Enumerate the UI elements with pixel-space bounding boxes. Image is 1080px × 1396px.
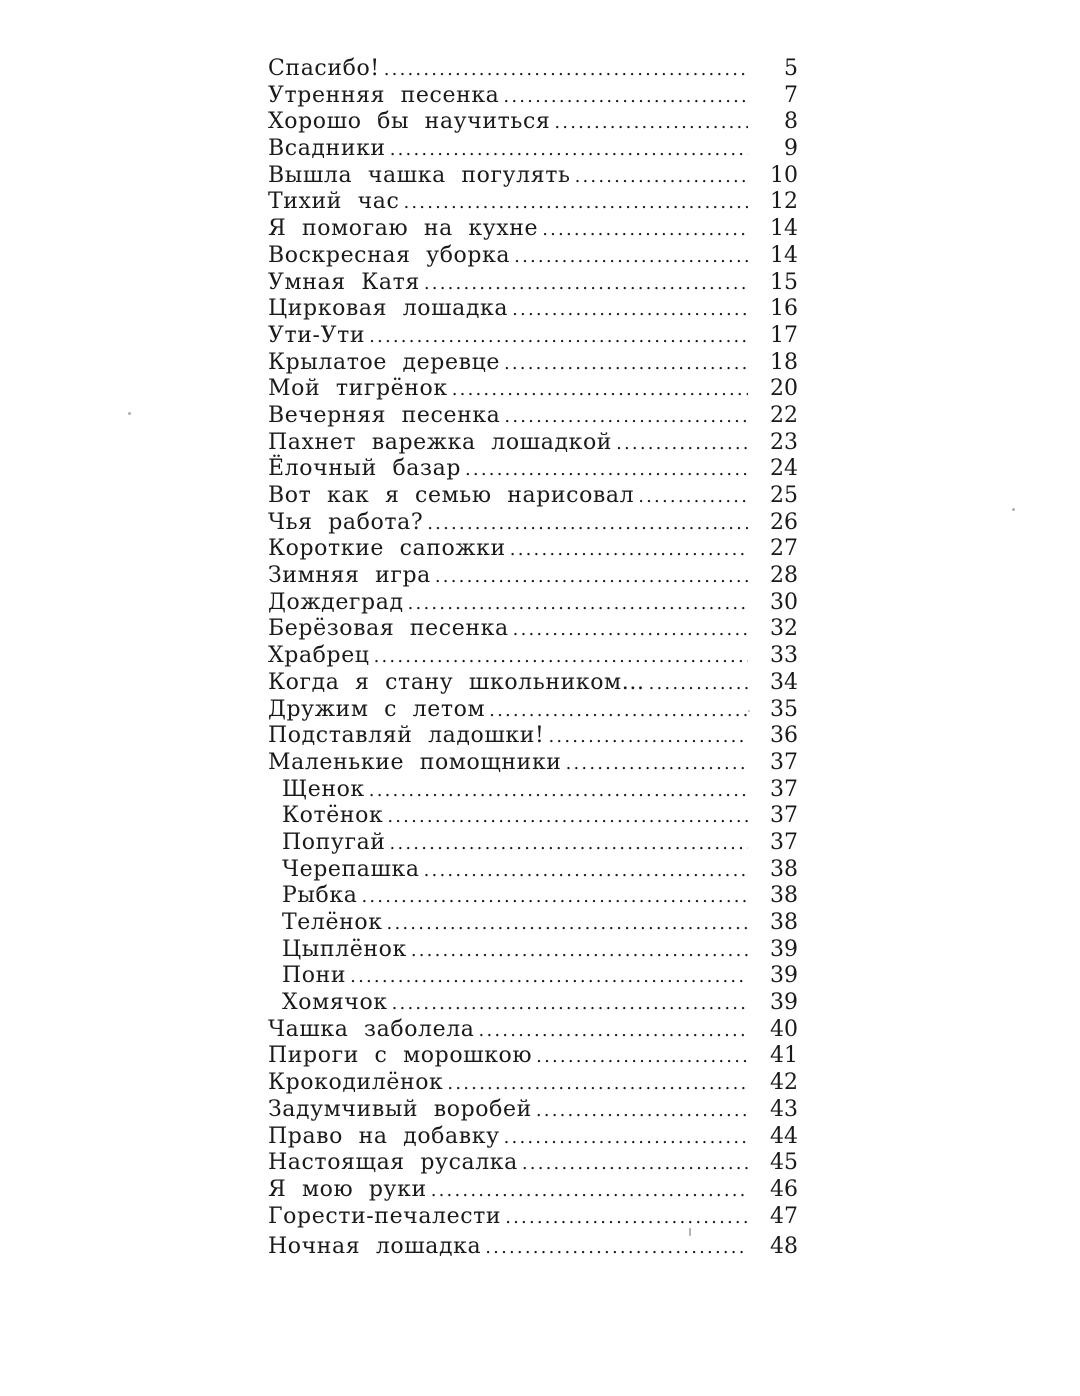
toc-entry-title: Пироги с морошкою <box>268 1043 533 1069</box>
toc-entry-page-number: 28 <box>770 563 798 589</box>
toc-dot-leader <box>424 858 748 885</box>
toc-dot-leader <box>512 297 748 324</box>
toc-dot-leader <box>536 1098 748 1125</box>
toc-entry-title: Рыбка <box>282 883 358 909</box>
toc-entry <box>268 750 800 777</box>
toc-entry-page-number: 27 <box>770 536 798 562</box>
toc-entry <box>268 189 800 216</box>
toc-entry-title: Черепашка <box>282 856 420 882</box>
toc-entry-page-number: 26 <box>770 509 798 535</box>
toc-entry-title: Умная Катя <box>268 269 420 295</box>
toc-entry-title: Дождеград <box>268 589 404 615</box>
toc-entry-title: Ночная лошадка <box>268 1234 482 1260</box>
toc-entry <box>268 563 800 590</box>
toc-entry-title: Настоящая русалка <box>268 1150 518 1176</box>
toc-entry-page-number: 39 <box>770 936 798 962</box>
toc-entry-page-number: 43 <box>770 1096 798 1122</box>
paper-speck <box>748 710 750 712</box>
toc-entry-page-number: 38 <box>770 856 798 882</box>
toc-dot-leader <box>504 404 748 431</box>
toc-entry-page-number: 37 <box>770 803 798 829</box>
toc-entry-title: Котёнок <box>282 803 384 829</box>
toc-dot-leader <box>392 991 748 1018</box>
toc-entry-title: Цирковая лошадка <box>268 296 509 322</box>
toc-dot-leader <box>504 351 748 378</box>
toc-entry-title: Цыплёнок <box>282 936 407 962</box>
toc-entry-title: Ути-Ути <box>268 322 366 348</box>
toc-entry <box>268 109 800 136</box>
toc-dot-leader <box>575 164 748 191</box>
toc-entry-title: Всадники <box>268 136 386 162</box>
toc-entry <box>268 1043 800 1070</box>
toc-dot-leader <box>390 137 748 164</box>
toc-entry-page-number: 9 <box>784 136 798 162</box>
toc-entry-title: Телёнок <box>282 910 383 935</box>
toc-subentry <box>268 883 800 910</box>
toc-dot-leader <box>510 537 748 564</box>
toc-entry-title: Пахнет варежка лошадкой <box>268 429 613 455</box>
toc-entry-title: Чья работа? <box>268 509 424 535</box>
toc-entry-title: Крокодилёнок <box>268 1070 444 1096</box>
toc-subentry <box>268 990 800 1017</box>
toc-entry <box>268 350 800 377</box>
toc-entry <box>268 216 800 243</box>
toc-entry-page-number: 37 <box>770 829 798 855</box>
toc-entry-page-number: 7 <box>784 82 798 108</box>
toc-entry <box>268 296 800 323</box>
toc-entry <box>268 536 800 563</box>
toc-entry <box>268 376 800 403</box>
toc-entry-page-number: 14 <box>770 242 798 268</box>
toc-dot-leader <box>489 698 748 725</box>
toc-subentry <box>268 803 800 830</box>
toc-entry-page-number: 14 <box>770 216 798 242</box>
toc-dot-leader <box>638 484 748 511</box>
toc-entry-page-number: 34 <box>770 669 798 695</box>
toc-entry-title: Ёлочный базар <box>268 456 462 482</box>
toc-entry <box>268 643 800 670</box>
toc-entry <box>268 1070 800 1097</box>
toc-dot-leader <box>369 324 748 351</box>
toc-entry-title: Чашка заболела <box>268 1016 475 1042</box>
toc-entry-title: Право на добавку <box>268 1123 500 1149</box>
toc-entry-title: Хорошо бы научиться <box>268 109 551 135</box>
toc-entry-page-number: 38 <box>770 910 798 935</box>
toc-entry-page-number: 16 <box>770 296 798 322</box>
toc-dot-leader <box>504 1125 748 1152</box>
toc-entry <box>268 456 800 483</box>
paper-speck <box>1012 508 1015 511</box>
toc-dot-leader <box>566 751 748 778</box>
toc-entry-title: Я мою руки <box>268 1176 427 1202</box>
toc-entry-title: Когда я стану школьником... <box>268 669 645 695</box>
toc-dot-leader <box>485 1235 748 1262</box>
toc-entry <box>268 670 800 697</box>
toc-entry <box>268 163 800 190</box>
toc-dot-leader <box>513 617 748 644</box>
toc-entry-page-number: 33 <box>770 643 798 669</box>
toc-entry-page-number: 37 <box>770 776 798 802</box>
toc-entry-title: Щенок <box>282 776 365 802</box>
toc-entry-title: Подставляй ладошки! <box>268 723 545 749</box>
toc-dot-leader <box>431 1178 748 1205</box>
toc-entry-title: Вышла чашка погулять <box>268 162 571 188</box>
toc-entry-page-number: 38 <box>770 883 798 909</box>
toc-entry-title: Крылатое деревце <box>268 349 500 375</box>
toc-subentry <box>268 777 800 804</box>
toc-entry-page-number: 44 <box>770 1123 798 1149</box>
toc-dot-leader <box>435 564 748 591</box>
toc-entry-page-number: 20 <box>770 376 798 402</box>
toc-entry-title: Пони <box>282 963 347 989</box>
toc-subentry <box>268 857 800 884</box>
toc-dot-leader <box>542 217 748 244</box>
toc-entry-page-number: 32 <box>770 616 798 642</box>
paper-speck <box>128 412 131 415</box>
toc-dot-leader <box>522 1151 748 1178</box>
toc-entry-title: Спасибо! <box>268 56 380 81</box>
toc-entry-title: Попугай <box>282 829 386 855</box>
toc-dot-leader <box>514 244 748 271</box>
toc-entry-title: Хомячок <box>282 990 388 1016</box>
toc-dot-leader <box>408 591 748 618</box>
toc-entry-title: Берёзовая песенка <box>268 616 509 642</box>
toc-entry-title: Горести-печалести <box>268 1203 502 1229</box>
toc-entry-page-number: 10 <box>770 162 798 188</box>
toc-entry <box>268 510 800 537</box>
toc-entry-page-number: 35 <box>770 696 798 722</box>
toc-entry <box>268 83 800 110</box>
toc-entry <box>268 483 800 510</box>
toc-entry <box>268 136 800 163</box>
toc-entry <box>268 243 800 270</box>
toc-entry-title: Мой тигрёнок <box>268 376 448 402</box>
toc-entry-title: Утренняя песенка <box>268 82 500 108</box>
toc-entry-page-number: 5 <box>784 56 798 81</box>
toc-subentry <box>268 910 800 937</box>
toc-dot-leader <box>424 271 748 298</box>
toc-entry-page-number: 24 <box>770 456 798 482</box>
toc-entry <box>268 1204 800 1231</box>
toc-entry-page-number: 18 <box>770 349 798 375</box>
toc-entry-page-number: 25 <box>770 483 798 508</box>
toc-entry-page-number: 15 <box>770 269 798 295</box>
toc-entry <box>268 1177 800 1204</box>
toc-entry <box>268 616 800 643</box>
toc-entry <box>268 697 800 724</box>
toc-entry-page-number: 23 <box>770 429 798 455</box>
toc-entry-page-number: 45 <box>770 1150 798 1176</box>
toc-dot-leader <box>427 511 748 538</box>
toc-dot-leader <box>465 457 748 484</box>
toc-dot-leader <box>350 964 748 991</box>
toc-entry-page-number: 48 <box>770 1234 798 1260</box>
toc-entry <box>268 1124 800 1151</box>
toc-dot-leader <box>361 884 748 911</box>
toc-subentry <box>268 963 800 990</box>
toc-dot-leader <box>447 1071 748 1098</box>
toc-entry-title: Вот как я семью нарисовал <box>268 483 635 508</box>
toc-entry-page-number: 37 <box>770 749 798 775</box>
toc-entry-title: Воскресная уборка <box>268 242 511 268</box>
toc-entry-title: Маленькие помощники <box>268 749 562 775</box>
toc-dot-leader <box>505 1205 748 1232</box>
toc-entry-page-number: 12 <box>770 189 798 215</box>
toc-entry-title: Я помогаю на кухне <box>268 216 539 242</box>
toc-entry-title: Задумчивый воробей <box>268 1096 532 1122</box>
toc-entry-page-number: 8 <box>784 109 798 135</box>
toc-entry <box>268 723 800 750</box>
toc-entry-title: Тихий час <box>268 189 400 215</box>
toc-entry-title: Храбрец <box>268 643 370 669</box>
toc-entry-page-number: 22 <box>770 402 798 428</box>
toc-dot-leader <box>384 57 748 84</box>
toc-entry <box>268 1150 800 1177</box>
toc-entry-page-number: 41 <box>770 1043 798 1069</box>
toc-dot-leader <box>479 1018 748 1045</box>
table-of-contents <box>268 56 800 1261</box>
toc-dot-leader <box>503 84 748 111</box>
toc-entry-page-number: 47 <box>770 1203 798 1229</box>
toc-dot-leader <box>369 778 748 805</box>
toc-dot-leader <box>649 671 748 698</box>
toc-entry <box>268 1234 800 1261</box>
toc-entry-page-number: 40 <box>770 1016 798 1042</box>
toc-entry-title: Вечерняя песенка <box>268 402 501 428</box>
toc-entry <box>268 1017 800 1044</box>
toc-dot-leader <box>390 831 748 858</box>
toc-entry-page-number: 30 <box>770 589 798 615</box>
toc-dot-leader <box>452 377 748 404</box>
toc-subentry <box>268 937 800 964</box>
toc-entry <box>268 403 800 430</box>
toc-entry <box>268 1097 800 1124</box>
toc-entry-page-number: 39 <box>770 990 798 1016</box>
toc-dot-leader <box>411 938 748 965</box>
toc-entry-title: Дружим с летом <box>268 696 486 722</box>
toc-dot-leader <box>387 911 748 938</box>
toc-entry-title: Короткие сапожки <box>268 536 506 562</box>
toc-dot-leader <box>548 724 748 751</box>
toc-dot-leader <box>387 804 748 831</box>
toc-dot-leader <box>536 1044 748 1071</box>
paper-speck <box>689 1228 691 1236</box>
toc-entry-title: Зимняя игра <box>268 563 431 589</box>
toc-entry-page-number: 46 <box>770 1176 798 1202</box>
toc-entry <box>268 323 800 350</box>
toc-dot-leader <box>403 190 748 217</box>
toc-entry <box>268 270 800 297</box>
toc-entry-page-number: 17 <box>770 322 798 348</box>
toc-dot-leader <box>554 110 748 137</box>
toc-entry-page-number: 42 <box>770 1070 798 1096</box>
toc-entry <box>268 56 800 83</box>
toc-entry <box>268 430 800 457</box>
toc-subentry <box>268 830 800 857</box>
toc-entry-page-number: 36 <box>770 723 798 749</box>
toc-dot-leader <box>616 431 748 458</box>
toc-entry <box>268 590 800 617</box>
toc-dot-leader <box>374 644 748 671</box>
toc-entry-page-number: 39 <box>770 963 798 989</box>
